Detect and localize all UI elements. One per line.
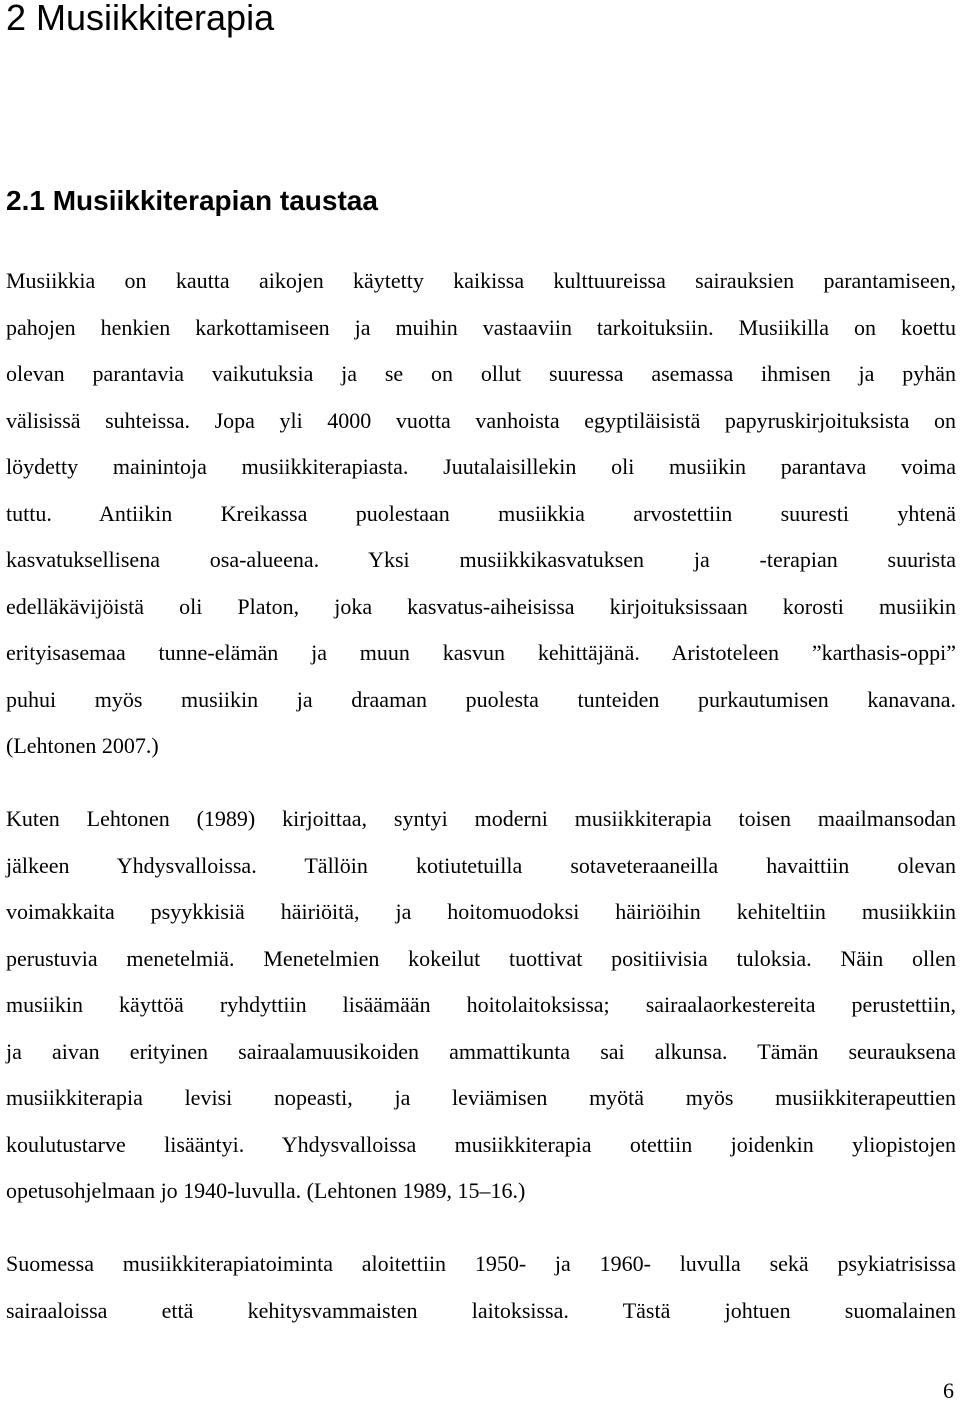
text-line: olevan parantavia vaikutuksia ja se on ollut suuressa asemassa ihmisen ja pyhän (6, 361, 956, 386)
text-line: sairaaloissa että kehitysvammaisten laitoksissa. Tästä johtuen suomalainen (6, 1297, 956, 1323)
paragraph-2 (6, 796, 956, 1215)
chapter-heading: 2 Musiikkiterapia (6, 0, 275, 38)
text-line: Kuten Lehtonen (1989) kirjoittaa, syntyi moderni musiikkiterapia toisen maailmansodan (6, 806, 956, 831)
text-line: kasvatuksellisena osa-alueena. Yksi musiikkikasvatuksen ja -terapian suurista (6, 547, 956, 572)
text-line: puhui myös musiikin ja draaman puolesta tunteiden purkautumisen kanavana. (6, 686, 956, 712)
text-line: (Lehtonen 2007.) (6, 733, 159, 758)
section-heading: 2.1 Musiikkiterapian taustaa (6, 185, 378, 216)
text-line: edelläkävijöistä oli Platon, joka kasvatus-aiheisissa kirjoituksissaan korosti musiikin (6, 593, 956, 619)
text-line: jälkeen Yhdysvalloissa. Tällöin kotiutetuilla sotaveteraaneilla havaittiin olevan (6, 852, 956, 878)
text-line: Suomessa musiikkiterapiatoiminta aloitettiin 1950- ja 1960- luvulla sekä psykiatrisissa (6, 1251, 956, 1276)
paragraph-3 (6, 1241, 956, 1334)
text-line: pahojen henkien karkottamiseen ja muihin vastaaviin tarkoituksiin. Musiikilla on koettu (6, 314, 956, 340)
text-line: perustuvia menetelmiä. Menetelmien kokeilut tuottivat positiivisia tuloksia. Näin ollen (6, 945, 956, 971)
text-line: ja aivan erityinen sairaalamuusikoiden ammattikunta sai alkunsa. Tämän seurauksena (6, 1038, 956, 1064)
paragraph-1 (6, 258, 956, 770)
text-line: tuttu. Antiikin Kreikassa puolestaan musiikkia arvostettiin suuresti yhtenä (6, 500, 956, 526)
text-line: opetusohjelmaan jo 1940-luvulla. (Lehtonen 1989, 15–16.) (6, 1178, 526, 1203)
page-number: 6 (943, 1378, 954, 1403)
text-line: erityisasemaa tunne-elämän ja muun kasvun kehittäjänä. Aristoteleen ”karthasis-oppi” (6, 640, 956, 665)
text-line: musiikin käyttöä ryhdyttiin lisäämään hoitolaitoksissa; sairaalaorkestereita perustettiin, (6, 992, 956, 1017)
text-line: musiikkiterapia levisi nopeasti, ja leviämisen myötä myös musiikkiterapeuttien (6, 1085, 956, 1110)
text-line: voimakkaita psyykkisiä häiriöitä, ja hoitomuodoksi häiriöihin kehiteltiin musiikkiin (6, 899, 956, 924)
text-line: Musiikkia on kautta aikojen käytetty kaikissa kulttuureissa sairauksien parantamiseen, (6, 268, 956, 293)
text-line: löydetty mainintoja musiikkiterapiasta. Juutalaisillekin oli musiikin parantava voima (6, 454, 956, 479)
text-line: koulutustarve lisääntyi. Yhdysvalloissa musiikkiterapia otettiin joidenkin yliopistojen (6, 1131, 956, 1157)
text-line: välisissä suhteissa. Jopa yli 4000 vuotta vanhoista egyptiläisistä papyruskirjoituksista on (6, 407, 956, 433)
